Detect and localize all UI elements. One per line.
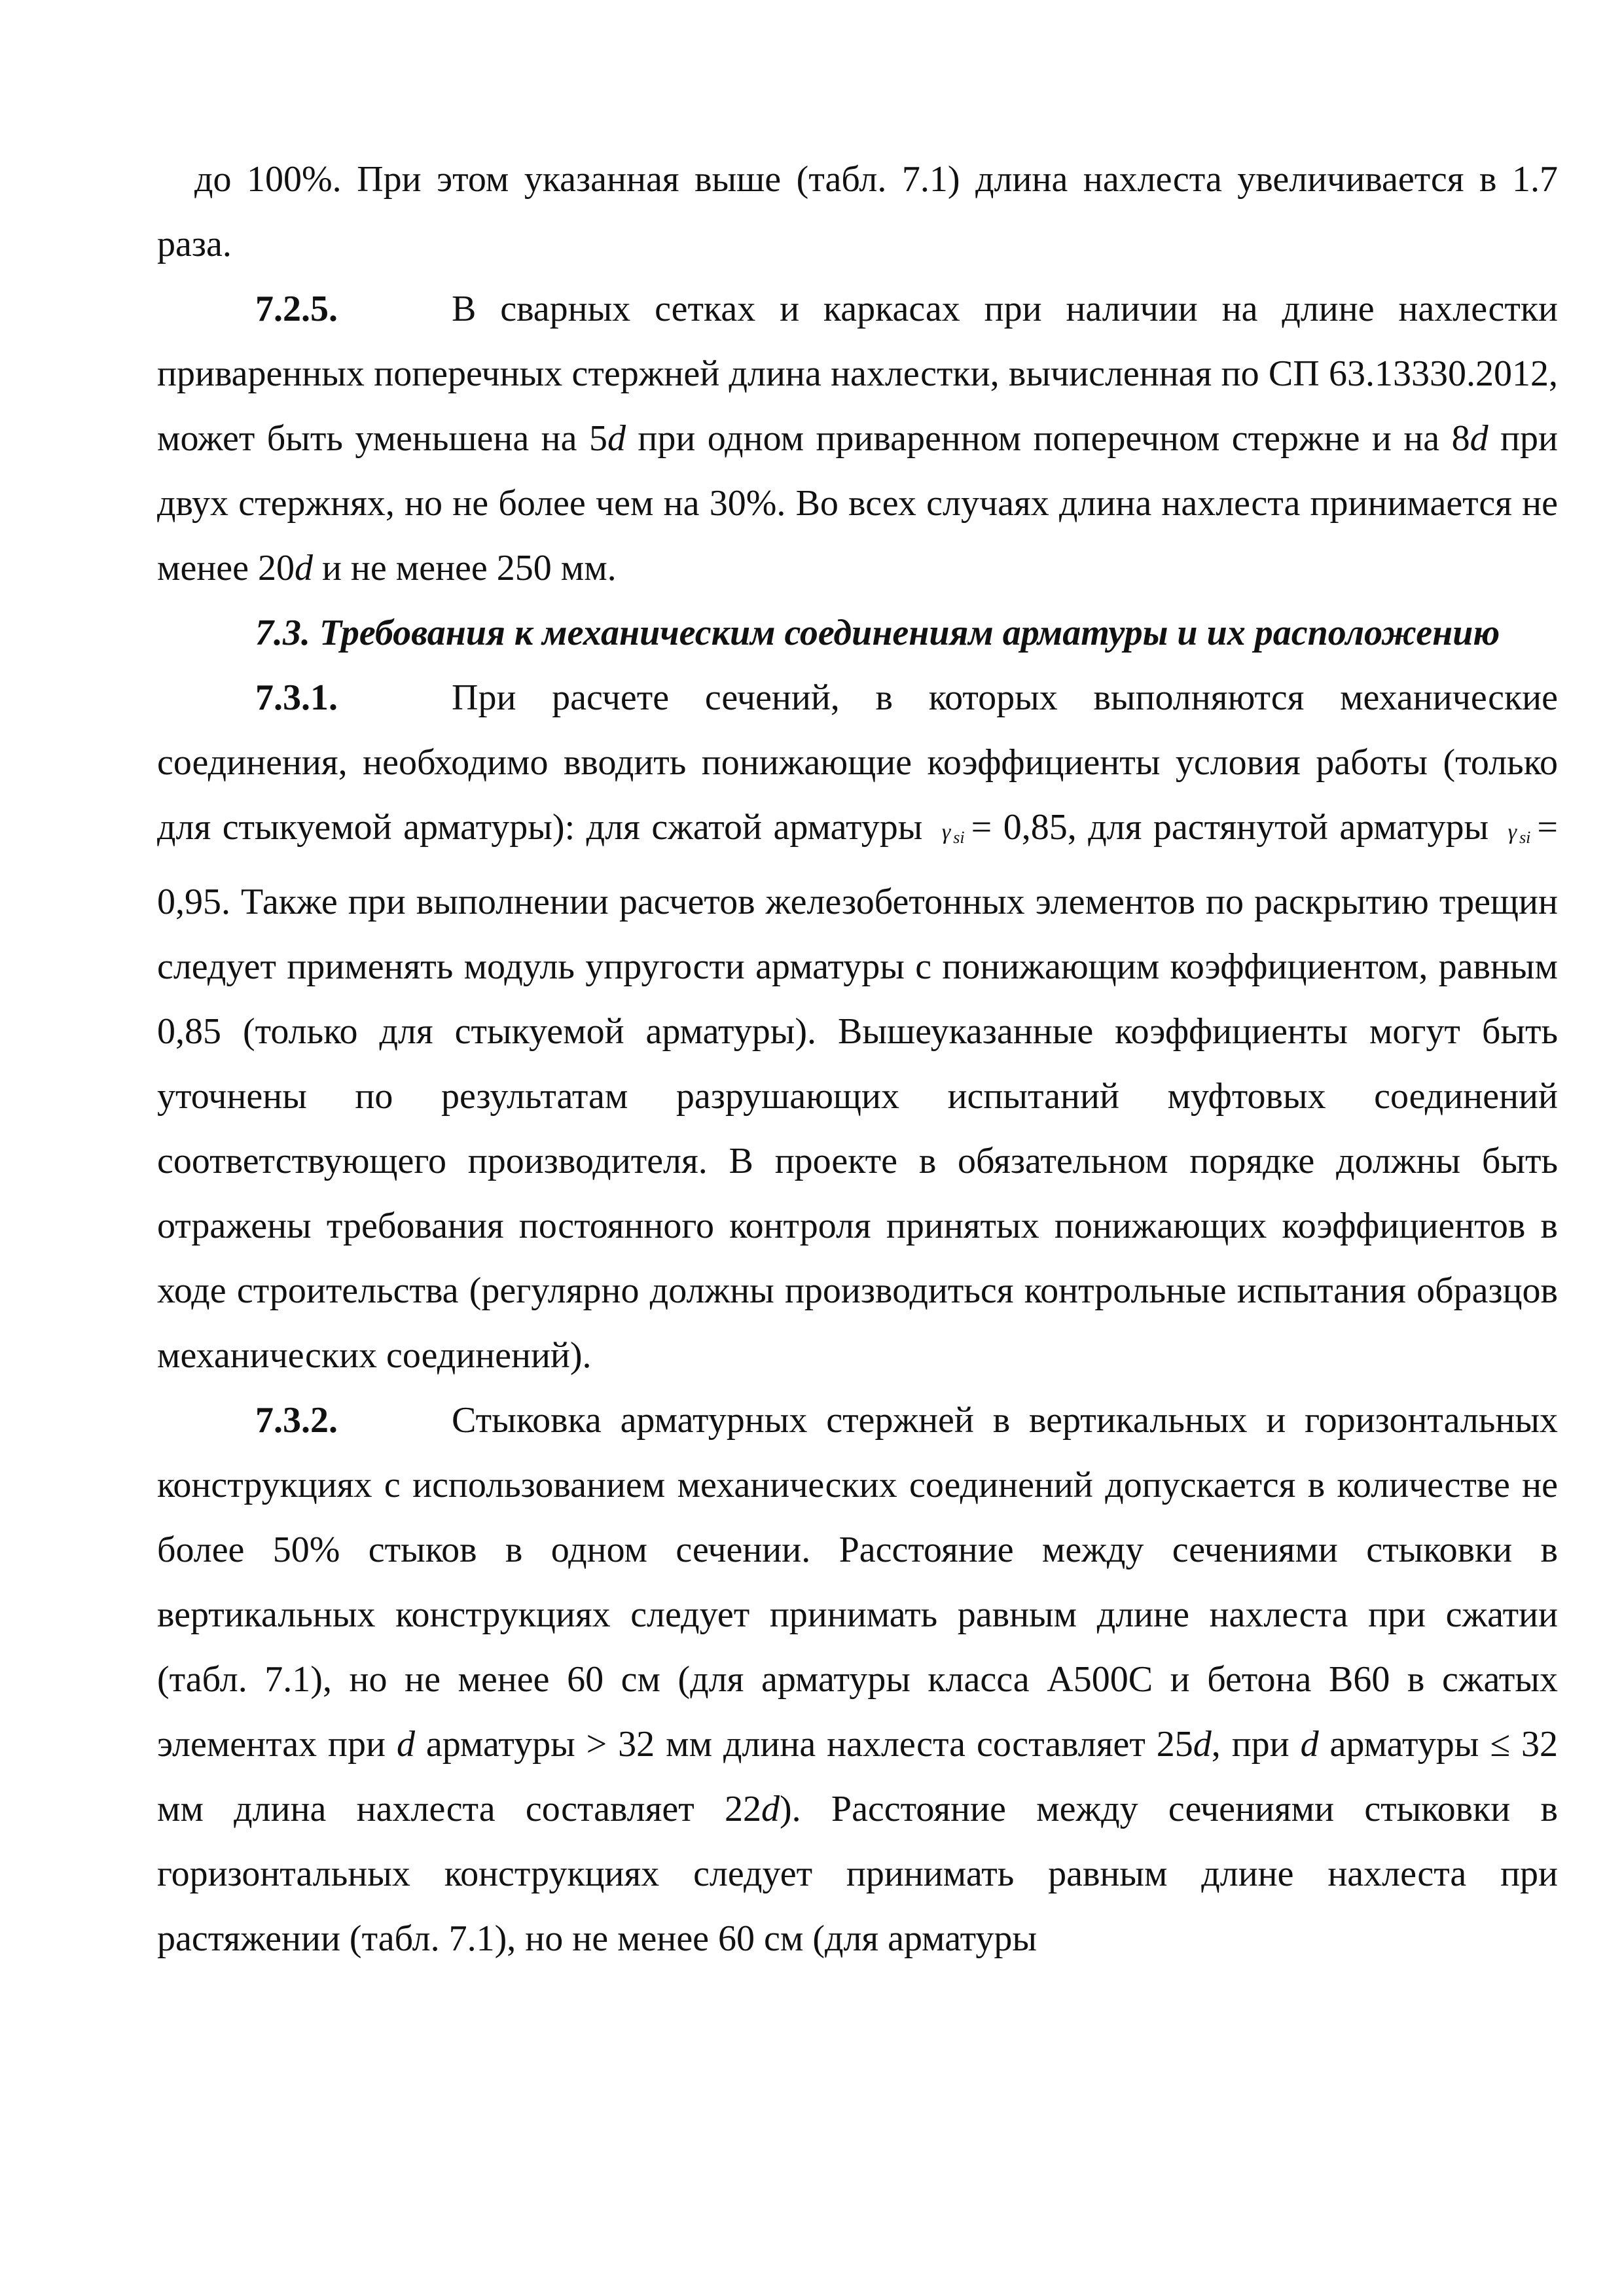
variable-d: d — [607, 418, 626, 459]
variable-d: d — [294, 548, 313, 588]
paragraph-text: В сварных сетках и каркасах при наличии на длине нахлестки приваренных поперечных стержней длина нахлестки, вычисленная по СП 63.13330.2012, может быть уменьшена на 5 — [157, 289, 1558, 459]
paragraph-text: арматуры > 32 мм длина нахлеста составляет 25 — [414, 1724, 1193, 1765]
paragraph-text: до 100%. При этом указанная выше (табл. 7.1) длина нахлеста увеличивается в 1.7 раза. — [157, 159, 1558, 264]
section-heading-7-3 — [157, 601, 1558, 666]
paragraph-text: При расчете сечений, в которых выполняются механические соединения, необходимо вводить понижающие коэффициенты условия работы (только для стыкуемой арматуры): для сжатой арматуры — [157, 677, 1558, 848]
paragraph-text: = 0,85, для растянутой арматуры — [971, 807, 1500, 848]
paragraph-text: , при — [1211, 1724, 1301, 1765]
paragraph-text: ). Расстояние между сечениями стыковки в горизонтальных конструкциях следует принимать равным длине нахлеста при растяжении (табл. 7.1), но не менее 60 см (для арматуры — [157, 1789, 1558, 1959]
paragraph-7-2-5 — [157, 277, 1558, 601]
variable-d: d — [1193, 1724, 1212, 1765]
paragraph-7-3-1 — [157, 666, 1558, 1388]
paragraph-text: = 0,95. Также при выполнении расчетов железобетонных элементов по раскрытию трещин следует применять модуль упругости арматуры с понижающим коэффициентом, равным 0,85 (только для стыкуемой арматуры). Вышеуказанные коэффициенты могут быть уточнены по результатам разрушающих испытаний муфтовых соединений соответствующего производителя. В проекте в обязательном порядке должны быть отражены требования постоянного контроля принятых понижающих коэффициентов в ходе строительства (регулярно должны производиться контрольные испытания образцов механических соединений). — [157, 807, 1558, 1376]
variable-d: d — [761, 1789, 780, 1829]
paragraph-text: Стыковка арматурных стержней в вертикальных и горизонтальных конструкциях с использованием механических соединений допускается в количестве не более 50% стыков в одном сечении. Расстояние между сечениями стыковки в вертикальных конструкциях следует принимать равным длине нахлеста при сжатии (табл. 7.1), но не менее 60 см (для арматуры класса А500С и бетона В60 в сжатых элементах при — [157, 1400, 1558, 1765]
gamma-symbol: γ — [1507, 820, 1517, 844]
subscript-si: si — [1519, 828, 1531, 847]
variable-d: d — [1470, 418, 1489, 459]
paragraph-7-3-2 — [157, 1388, 1558, 1971]
variable-d: d — [396, 1724, 415, 1765]
section-title: Требования к механическим соединениям арматуры и их расположению — [319, 613, 1500, 653]
paragraph-text: при двух стержнях, но не более чем на 30%. Во всех случаях длина нахлеста принимается не менее 20 — [157, 418, 1559, 588]
variable-d: d — [1300, 1724, 1319, 1765]
paragraph-text: при одном приваренном поперечном стержне и на 8 — [625, 418, 1470, 459]
gamma-symbol: γ — [941, 820, 951, 844]
section-number: 7.2.5. — [255, 289, 338, 329]
section-number: 7.3.2. — [255, 1400, 338, 1441]
document-page — [157, 147, 1558, 1971]
subscript-si: si — [953, 828, 965, 847]
paragraph-continuation — [157, 147, 1558, 277]
paragraph-text: арматуры ≤ 32 мм длина нахлеста составляет 22 — [157, 1724, 1559, 1829]
paragraph-text: и не менее 250 мм. — [312, 548, 617, 588]
section-number: 7.3. — [255, 613, 310, 653]
section-number: 7.3.1. — [255, 677, 338, 718]
